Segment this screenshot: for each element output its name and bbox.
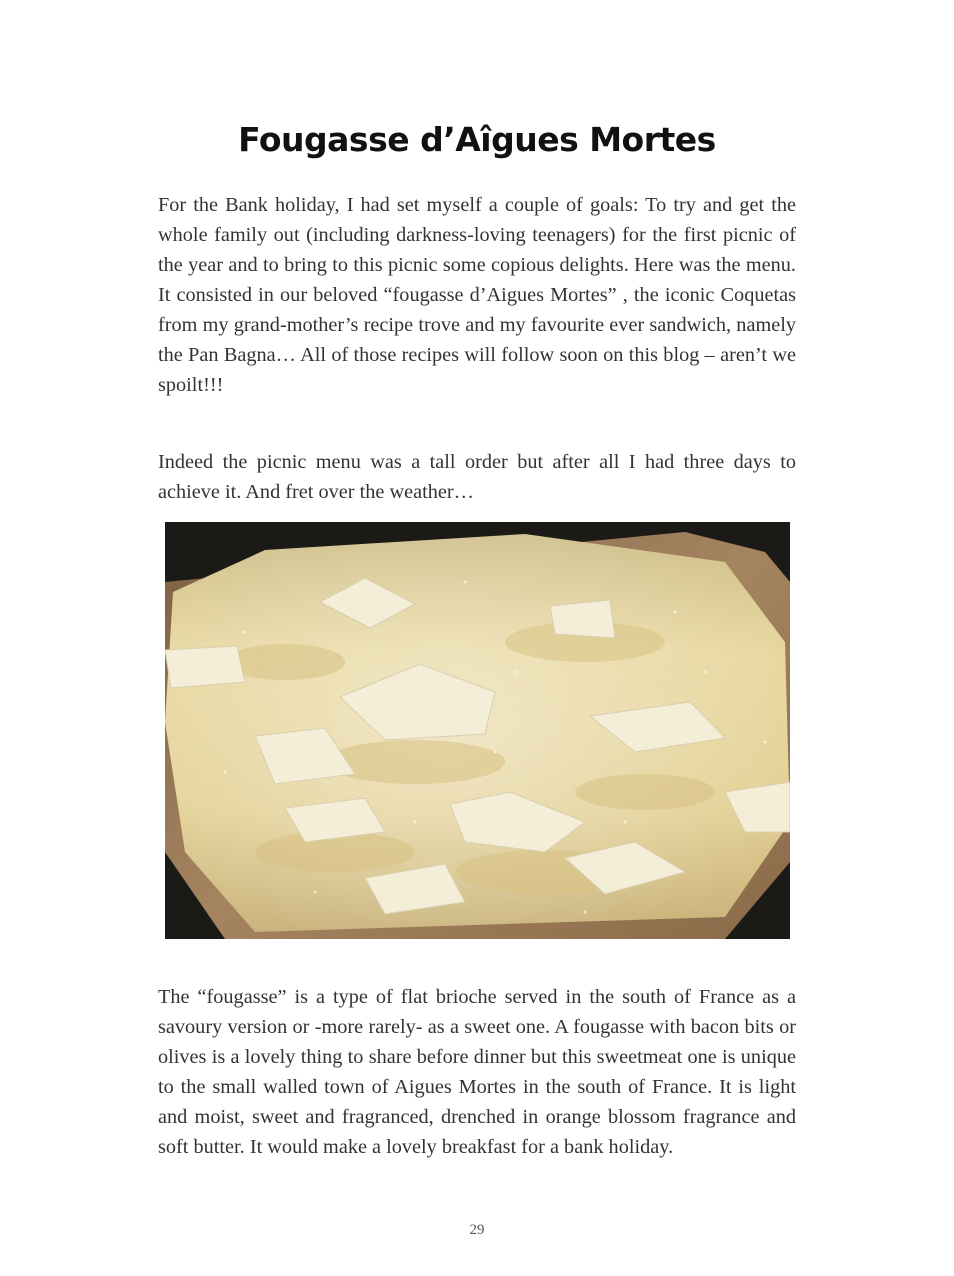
body-paragraph-1: For the Bank holiday, I had set myself a couple of goals: To try and get the whole family out (including darkness-loving teenagers) for the first picnic of the year and to bring to this picnic some copious delights. Here was the menu. It consisted in our beloved “fougasse d’Aigues Mortes” , the iconic Coquetas from my grand-mother’s recipe trove and my favourite ever sandwich, namely the Pan Bagna… All of those recipes will follow soon on this blog – aren’t we spoilt!!! bbox=[158, 194, 796, 396]
fougasse-photo bbox=[165, 522, 790, 939]
page-title: Fougasse d’Aîgues Mortes bbox=[238, 120, 716, 159]
body-paragraph-3: The “fougasse” is a type of flat brioche served in the south of France as a savoury version or -more rarely- as a sweet one. A fougasse with bacon bits or olives is a lovely thing to share before dinner but this sweetmeat one is unique to the small walled town of Aigues Mortes in the south of France. It is light and moist, sweet and fragranced, drenched in orange blossom fragrance and soft butter. It would make a lovely breakfast for a bank holiday. bbox=[158, 986, 796, 1158]
page-number: 29 bbox=[469, 1222, 485, 1238]
body-paragraph-2: Indeed the picnic menu was a tall order but after all I had three days to achieve it. And fret over the weather… bbox=[158, 451, 796, 503]
